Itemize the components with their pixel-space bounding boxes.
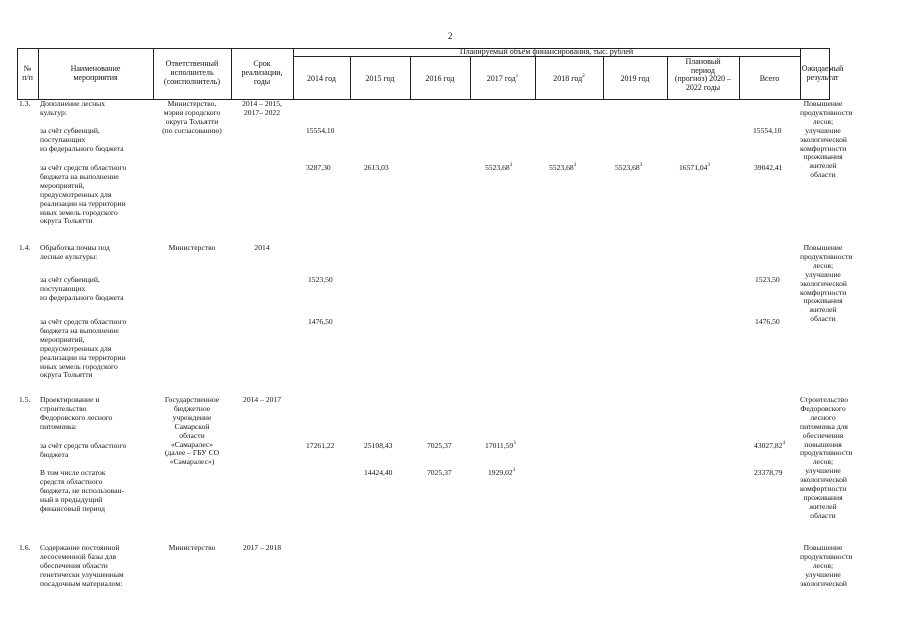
row-1-5-remainder-2017: 1929,02$^3$ <box>488 468 516 477</box>
header-2014: 2014 год <box>307 74 336 83</box>
header-2017: 2017 год$^1$ <box>486 74 519 83</box>
row-1-3-regional-2015: 2613,03 <box>364 163 389 172</box>
row-1-5-title: Проектирование и строительство Федоровского лесного питомника: <box>40 395 113 431</box>
row-1-4-regional-total: 1476,50 <box>755 317 780 326</box>
row-1-5-remainder-2016: 7025,37 <box>427 468 452 477</box>
header-2015: 2015 год <box>365 74 395 83</box>
header-2018: 2018 год$^2$ <box>553 74 585 83</box>
row-1-5-responsible: Государственное бюджетное учреждение Самарской области «Самаралес» (далее – ГБУ СО «Самаралес») <box>164 395 220 467</box>
row-1-3-title: Дополнение лесных культур: <box>40 99 106 117</box>
row-1-6-term: 2017 – 2018 <box>243 543 281 552</box>
row-1-6-result: Повышение продуктивности лесов; улучшение экологической <box>800 543 853 588</box>
row-1-3-responsible: Министерство, мэрия городского округа Тольятти (по согласованию) <box>162 99 222 135</box>
row-1-4-regional-2014: 1476,50 <box>308 317 333 326</box>
row-1-3-regional-plan: 16571,04$^3$ <box>679 163 710 172</box>
row-1-5-regional-2016: 7025,37 <box>427 441 452 450</box>
header-responsible: Ответственный исполнитель (соисполнитель) <box>163 59 221 86</box>
row-1-5-result: Строительство Федоровского лесного питомника для обеспечения повышения продуктивности лесов; улучшение экологической комфортности проживания жителей области <box>800 395 853 520</box>
row-1-3-federal-source: за счёт субвенций, поступающих из федерального бюджета <box>40 126 124 153</box>
planned-subheader-line <box>293 56 800 57</box>
row-1-4-federal-2014: 1523,50 <box>308 275 333 284</box>
row-1-5-term: 2014 – 2017 <box>243 395 281 404</box>
row-1-5-regional-total: 43027,82$^4$ <box>754 441 785 450</box>
row-1-3-regional-2019: 5523,68$^3$ <box>615 163 643 172</box>
header-bottom-border <box>17 99 829 100</box>
row-1-4-regional-source: за счёт средств областного бюджета на выполнение мероприятий, предусмотренных для реализации на территории иных земель городского округа Тольятти <box>40 317 127 380</box>
row-1-4-title: Обработка почвы под лесные культуры: <box>40 243 110 261</box>
row-1-3-federal-total: 15554,10 <box>753 126 782 135</box>
header-term: Срок реализации, годы <box>241 59 283 86</box>
row-1-5-regional-2015: 25108,43 <box>364 441 393 450</box>
row-1-5-remainder-source: В том числе остаток средств областного бюджета, не использован- ный в предыдущий финансовый период <box>40 468 125 513</box>
row-1-5-regional-source: за счёт средств областного бюджета <box>40 441 127 459</box>
row-1-5-remainder-total: 23378,79 <box>754 468 783 477</box>
row-1-3-term: 2014 – 2015, 2017– 2022 <box>242 99 282 117</box>
row-1-6-title: Содержание постоянной лесосеменной базы для обеспечения области генетически улучшенным посадочным материалом: <box>40 543 124 588</box>
row-1-3-regional-source: за счёт средств областного бюджета на выполнение мероприятий, предусмотренных для реализации на территории иных земель городского округа Тольятти <box>40 163 127 226</box>
row-1-6-num: 1.6. <box>19 543 31 552</box>
header-result: Ожидаемый результат <box>801 64 844 82</box>
row-1-4-federal-total: 1523,50 <box>755 275 780 284</box>
row-1-5-regional-2014: 17261,22 <box>306 441 335 450</box>
row-1-5-regional-2017: 17011,59$^3$ <box>485 441 516 450</box>
row-1-4-result: Повышение продуктивности лесов; улучшение экологической комфортности проживания жителей области <box>800 243 853 324</box>
row-1-4-term: 2014 <box>254 243 270 252</box>
row-1-3-num: 1.3. <box>19 99 31 108</box>
row-1-3-result: Повышение продуктивности лесов; улучшение экологической комфортности проживания жителей области <box>800 99 853 180</box>
row-1-5-remainder-2015: 14424,40 <box>364 468 393 477</box>
header-2016: 2016 год <box>425 74 455 83</box>
row-1-3-regional-total: 39042,41 <box>754 163 783 172</box>
header-planned: Планируемый объём финансирования, тыс. рублей <box>459 47 634 56</box>
row-1-4-responsible: Министерство <box>168 243 216 252</box>
row-1-5-num: 1.5. <box>19 395 31 404</box>
header-name: Наименование мероприятия <box>70 64 121 82</box>
row-1-3-regional-2018: 5523,68$^3$ <box>549 163 577 172</box>
page-number: 2 <box>448 31 453 41</box>
header-total: Всего <box>759 74 780 83</box>
row-1-3-federal-2014: 15554,10 <box>306 126 335 135</box>
header-2019: 2019 год <box>620 74 650 83</box>
row-1-3-regional-2017: 5523,68$^3$ <box>485 163 513 172</box>
row-1-3-regional-2014: 3287,30 <box>306 163 331 172</box>
header-plan-period: Плановый период (прогноз) 2020 – 2022 годы <box>674 57 732 92</box>
row-1-4-federal-source: за счёт субвенций, поступающих из федерального бюджета <box>40 275 124 302</box>
header-num: № п/п <box>22 64 33 82</box>
row-1-4-num: 1.4. <box>19 243 31 252</box>
row-1-6-responsible: Министерство <box>168 543 216 552</box>
